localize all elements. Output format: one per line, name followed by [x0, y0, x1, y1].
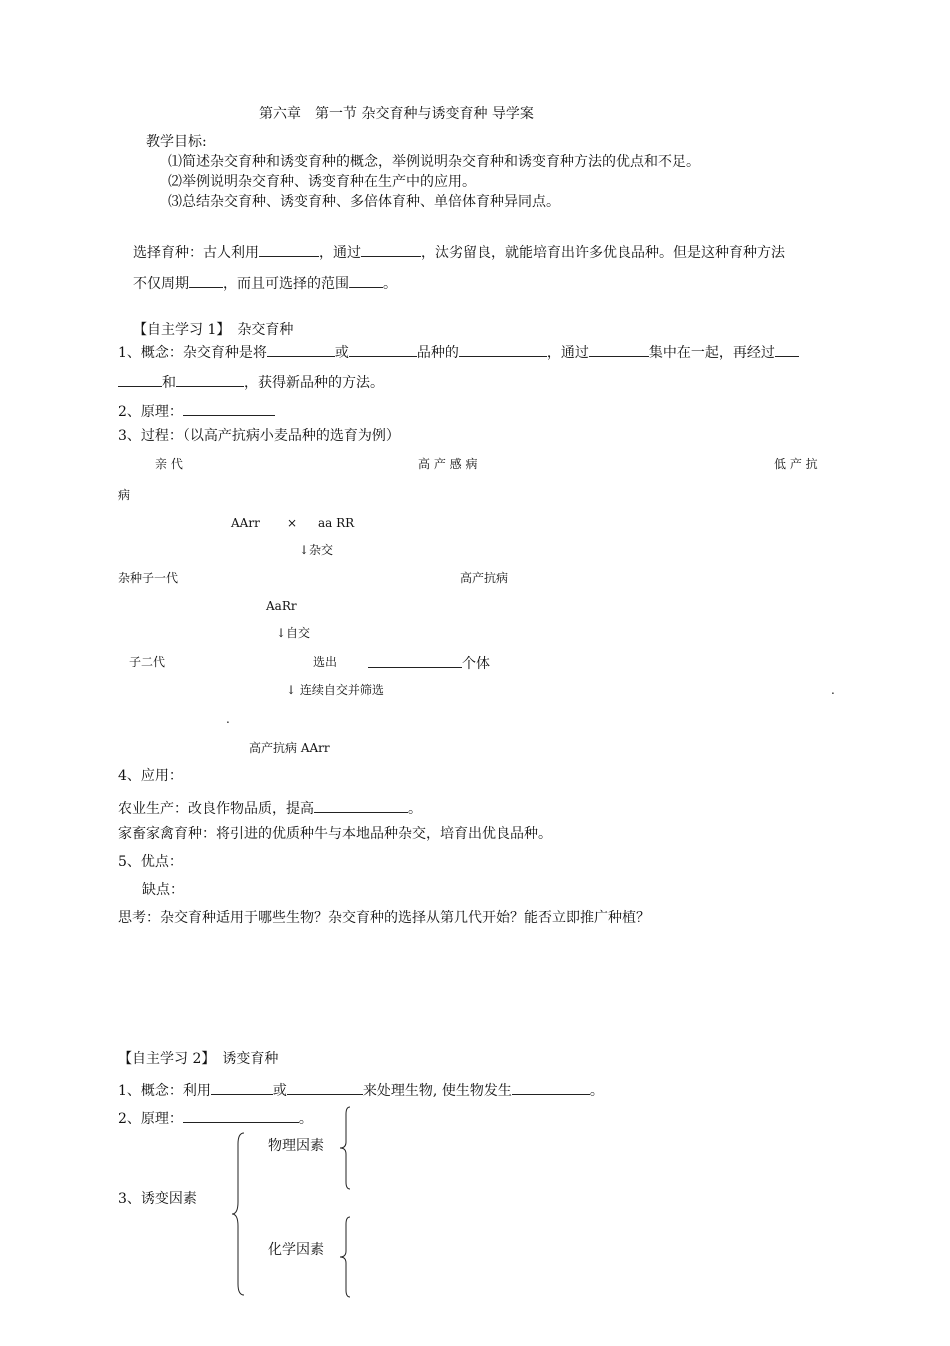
- objectives-heading: 教学目标:: [146, 134, 207, 150]
- study1-principle: 2、原理：: [118, 401, 275, 421]
- answer-blank[interactable]: [118, 372, 162, 387]
- study1-agriculture: 农业生产：改良作物品质，提高 。: [118, 798, 422, 818]
- study2-principle: 2、原理： 。: [118, 1108, 313, 1128]
- left-brace-icon: [230, 1132, 250, 1296]
- study1-advantages: 5、优点：: [118, 854, 183, 870]
- answer-blank[interactable]: [183, 1108, 299, 1123]
- diagram-arrow-continuous: ↓ 连续自交并筛选: [286, 683, 384, 697]
- study1-process: 3、过程：（以高产抗病小麦品种的选育为例）: [118, 428, 400, 444]
- selection-line-1: 选择育种：古人利用 ，通过 ，汰劣留良，就能培育出许多优良品种。但是这种育种方法: [133, 242, 785, 262]
- answer-blank[interactable]: [287, 1080, 363, 1095]
- diagram-parents-label: 亲 代: [155, 457, 183, 471]
- diagram-select: 选出: [313, 655, 338, 669]
- diagram-individual-line: 个体: [368, 653, 490, 673]
- diagram-f1-trait: 高产抗病: [460, 571, 509, 585]
- answer-blank[interactable]: [183, 401, 275, 416]
- diagram-arrow-cross: ↓杂交: [299, 543, 334, 557]
- study1-concept-line-2: 和 ，获得新品种的方法。: [118, 372, 384, 392]
- objective-item-3: ⑶总结杂交育种、诱变育种、多倍体育种、单倍体育种异同点。: [168, 194, 560, 210]
- objective-item-1: ⑴简述杂交育种和诱变育种的概念，举例说明杂交育种和诱变育种方法的优点和不足。: [168, 154, 700, 170]
- study2-heading: 【自主学习 2】 诱变育种: [118, 1051, 279, 1067]
- diagram-f2-label: 子二代: [129, 655, 166, 669]
- study1-concept-line-1: 1、概念：杂交育种是将 或 品种的 ，通过 集中在一起，再经过: [118, 342, 799, 362]
- answer-blank[interactable]: [259, 242, 319, 257]
- study1-livestock: 家畜家禽育种：将引进的优质种牛与本地品种杂交，培育出优良品种。: [118, 826, 552, 842]
- answer-blank[interactable]: [459, 342, 547, 357]
- diagram-f1-genotype: AaRr: [266, 599, 297, 613]
- answer-blank[interactable]: [368, 653, 462, 668]
- answer-blank[interactable]: [349, 342, 417, 357]
- objective-item-2: ⑵举例说明杂交育种、诱变育种在生产中的应用。: [168, 174, 476, 190]
- answer-blank[interactable]: [775, 342, 799, 357]
- answer-blank[interactable]: [211, 1080, 273, 1095]
- study1-application: 4、应用：: [118, 768, 183, 784]
- study1-think: 思考：杂交育种适用于哪些生物？杂交育种的选择从第几代开始？能否立即推广种植？: [118, 910, 650, 926]
- physical-brace-icon: [338, 1106, 354, 1190]
- diagram-dot-left: .: [226, 712, 230, 726]
- study2-physical-factors: 物理因素: [268, 1138, 324, 1154]
- answer-blank[interactable]: [361, 242, 421, 257]
- diagram-result: 高产抗病 AArr: [249, 741, 330, 755]
- selection-line-2: 不仅周期 ，而且可选择的范围 。: [133, 273, 397, 293]
- chemical-brace-icon: [338, 1216, 354, 1298]
- diagram-cross-sign: ×: [287, 516, 298, 530]
- answer-blank[interactable]: [189, 273, 223, 288]
- study1-disadvantages: 缺点：: [142, 882, 184, 898]
- page-title: 第六章 第一节 杂交育种与诱变育种 导学案: [259, 106, 534, 122]
- answer-blank[interactable]: [176, 372, 244, 387]
- diagram-low-yield-resistant: 低 产 抗: [774, 457, 818, 471]
- answer-blank[interactable]: [589, 342, 649, 357]
- diagram-arrow-self: ↓自交: [276, 626, 311, 640]
- diagram-disease-char: 病: [118, 488, 131, 502]
- study2-concept: 1、概念：利用 或 来处理生物, 使生物发生 。: [118, 1080, 604, 1100]
- study1-heading: 【自主学习 1】 杂交育种: [133, 322, 294, 338]
- diagram-genotype-p2: aa RR: [318, 516, 355, 530]
- answer-blank[interactable]: [314, 798, 408, 813]
- diagram-dot-right: .: [831, 683, 835, 697]
- diagram-high-yield-susceptible: 高 产 感 病: [418, 457, 478, 471]
- answer-blank[interactable]: [267, 342, 335, 357]
- study2-factors-label: 3、诱变因素: [118, 1191, 197, 1207]
- answer-blank[interactable]: [512, 1080, 590, 1095]
- answer-blank[interactable]: [349, 273, 383, 288]
- study2-chemical-factors: 化学因素: [268, 1242, 324, 1258]
- diagram-f1-label: 杂种子一代: [118, 571, 179, 585]
- diagram-genotype-p1: AArr: [231, 516, 260, 530]
